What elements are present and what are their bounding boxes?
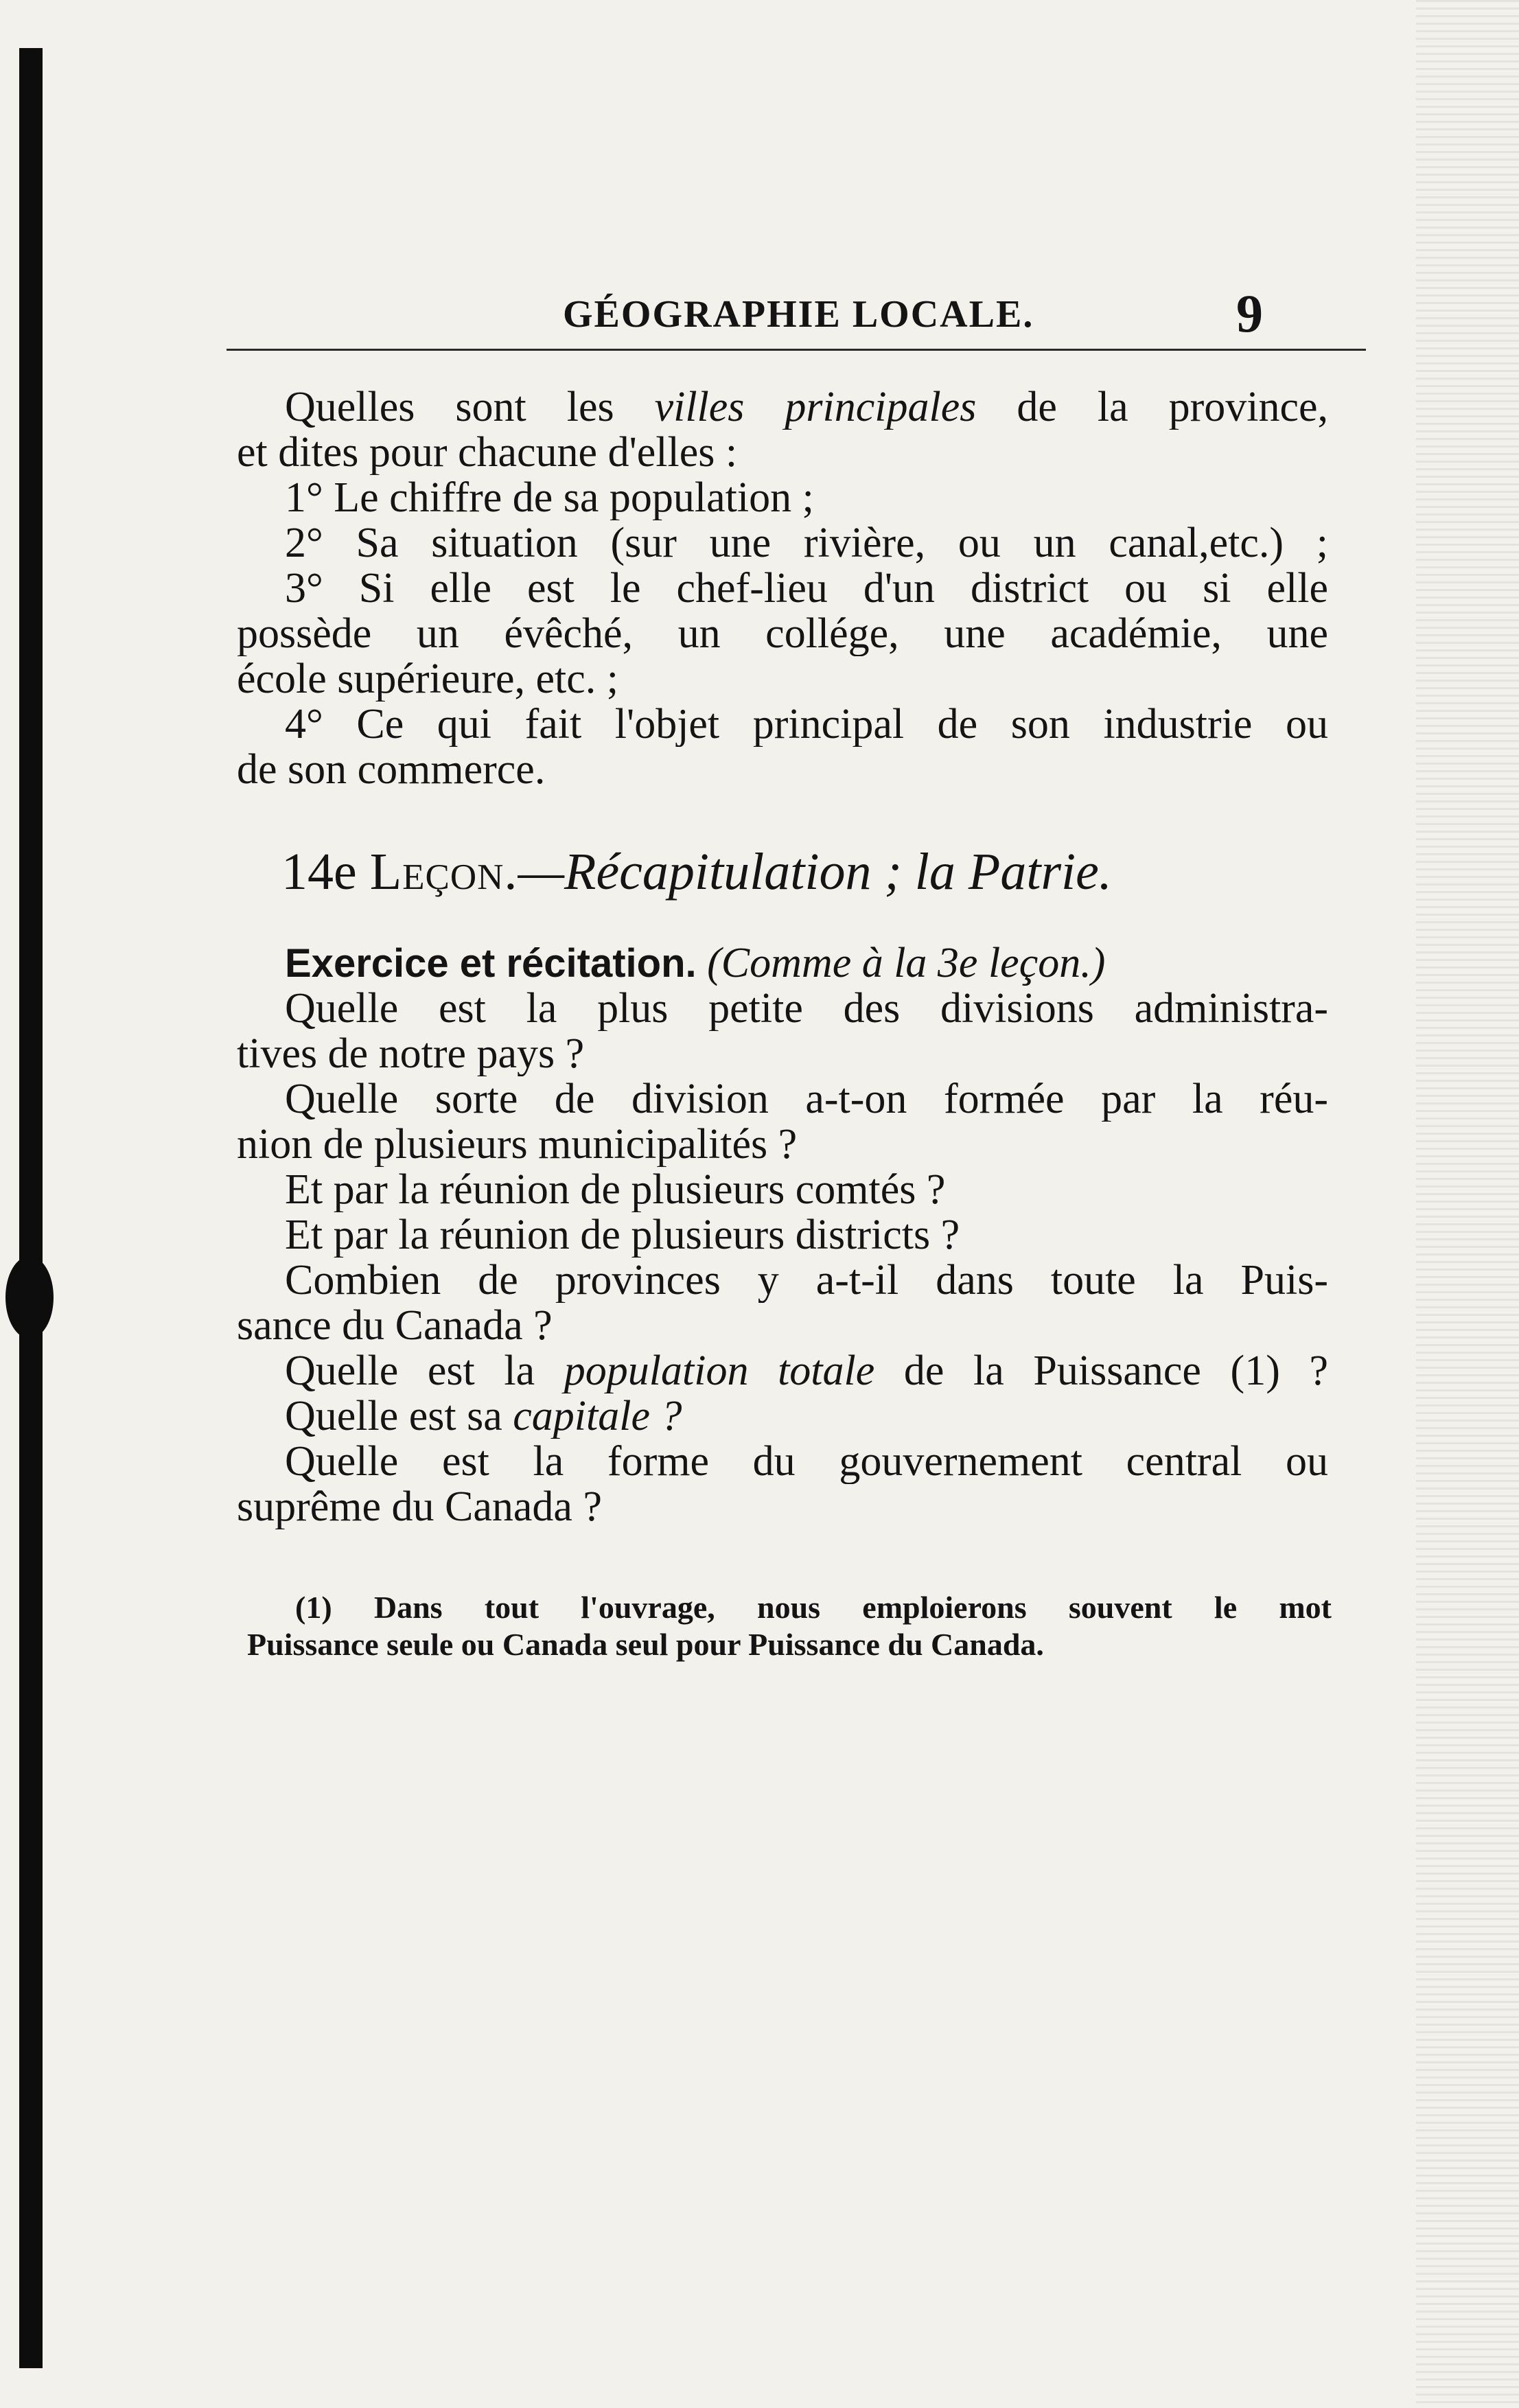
text-line: et dites pour chacune d'elles :: [237, 430, 738, 475]
text-line: Quelles sont les villes principales de la province,: [285, 384, 1328, 430]
question-line: Quelle est la population totale de la Puissance (1) ?: [285, 1348, 1328, 1393]
running-title: GÉOGRAPHIE LOCALE.: [563, 293, 1034, 336]
question-line: suprême du Canada ?: [237, 1484, 602, 1529]
question-line: Et par la réunion de plusieurs comtés ?: [285, 1167, 946, 1212]
running-header: [227, 283, 1366, 351]
text-line: 4° Ce qui fait l'objet principal de son industrie ou: [285, 702, 1328, 747]
footnote-line: (1) Dans tout l'ouvrage, nous emploierons souvent le mot: [295, 1590, 1332, 1625]
question-line: Et par la réunion de plusieurs districts ?: [285, 1212, 960, 1258]
lesson-heading: [281, 841, 1325, 903]
lesson-word: Leçon.: [369, 843, 518, 901]
question-line: Quelle est la plus petite des divisions administra-: [285, 986, 1328, 1031]
question-line: Quelle est sa capitale ?: [285, 1393, 682, 1439]
exercise-heading-line: [237, 940, 1328, 986]
exercise-heading: Exercice et récitation.: [285, 941, 697, 986]
lesson-number: 14e: [281, 843, 357, 901]
exercise-note: (Comme à la 3e leçon.): [707, 940, 1106, 986]
text-line: 3° Si elle est le chef-lieu d'un district ou si elle: [285, 566, 1328, 611]
lesson-title: —Récapitulation ; la Patrie.: [518, 843, 1112, 901]
question-line: Combien de provinces y a-t-il dans toute la Puis-: [285, 1258, 1328, 1303]
question-line: Quelle est la forme du gouvernement central ou: [285, 1439, 1328, 1484]
question-line: tives de notre pays ?: [237, 1031, 585, 1076]
question-line: nion de plusieurs municipalités ?: [237, 1122, 798, 1167]
question-line: sance du Canada ?: [237, 1303, 553, 1348]
text-line: 1° Le chiffre de sa population ;: [285, 475, 814, 520]
question-line: Quelle sorte de division a-t-on formée par la réu-: [285, 1076, 1328, 1122]
page-number: 9: [1236, 283, 1263, 343]
page-edge-texture: [1416, 0, 1519, 2408]
intro-paragraph: [237, 384, 1328, 792]
footnote-line: Puissance seule ou Canada seul pour Puissance du Canada.: [247, 1627, 1044, 1662]
exercise-section: [237, 940, 1328, 1529]
text-line: possède un évêché, un collége, une académie, une: [237, 611, 1328, 656]
text-line: de son commerce.: [237, 747, 546, 792]
footnote: [247, 1589, 1332, 1663]
text-line: 2° Sa situation (sur une rivière, ou un canal,etc.) ;: [285, 520, 1328, 566]
binding-blot: [5, 1256, 54, 1339]
text-line: école supérieure, etc. ;: [237, 656, 618, 702]
book-spine-shadow: [19, 48, 43, 2368]
